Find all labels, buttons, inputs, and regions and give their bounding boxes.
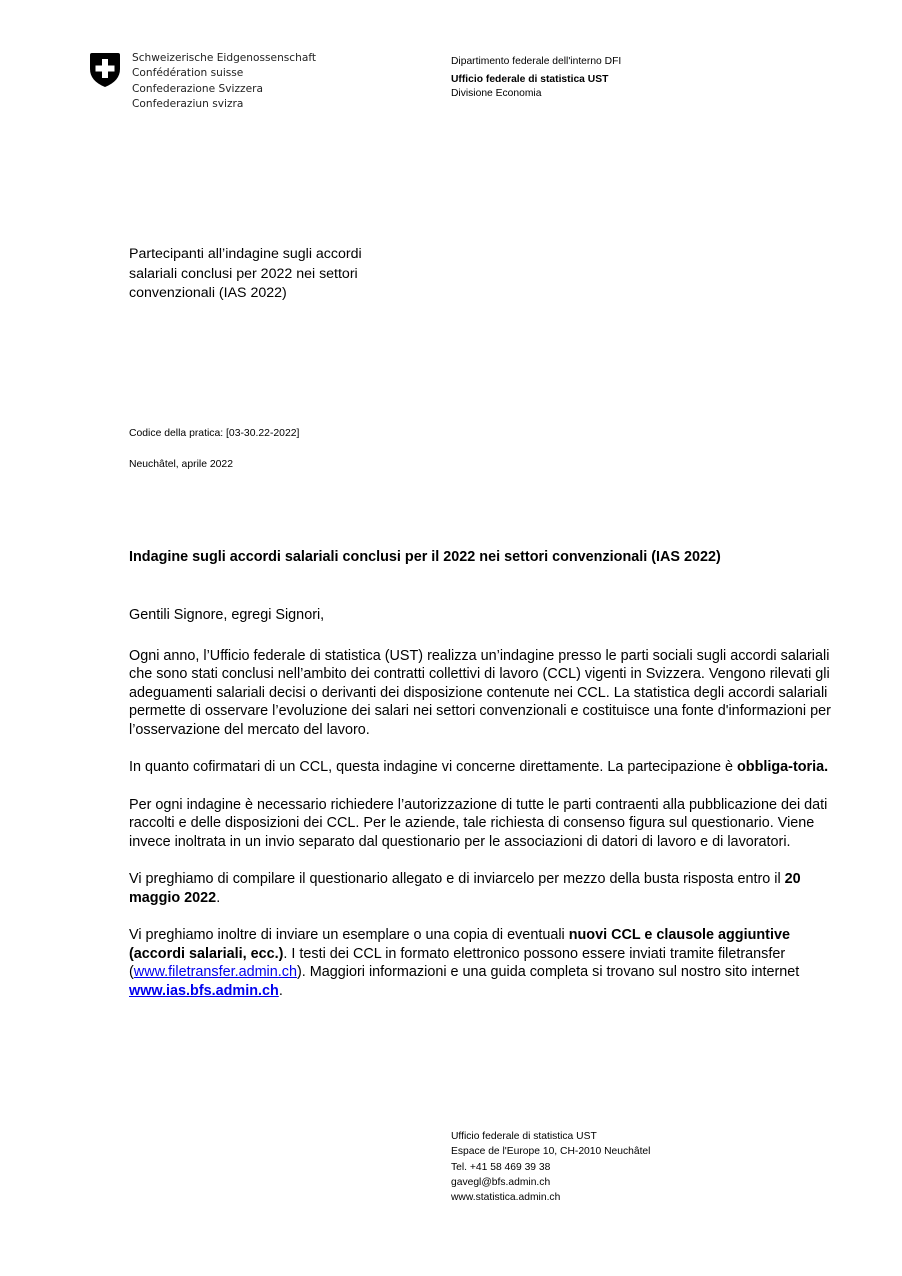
recipient-address: Partecipanti all’indagine sugli accordi salariali conclusi per 2022 nei settori convenzionali (IAS 2022)	[129, 246, 362, 301]
office-name: Ufficio federale di statistica UST	[451, 73, 609, 85]
footer-phone: Tel. +41 58 469 39 38	[451, 1161, 551, 1173]
swiss-cross-shield-icon	[88, 52, 122, 88]
confederation-name-de: Schweizerische Eidgenossenschaft	[132, 52, 317, 64]
deadline-text: Vi preghiamo di compilare il questionario allegato e di inviarcelo per mezzo della busta risposta entro il	[129, 871, 785, 887]
ias-website-link[interactable]: www.ias.bfs.admin.ch	[129, 982, 279, 999]
division-name: Divisione Economia	[451, 88, 542, 99]
confederation-name-fr: Confédération suisse	[132, 67, 244, 80]
footer-address-line: Espace de l'Europe 10, CH-2010 Neuchâtel	[451, 1146, 651, 1158]
deadline-end: .	[216, 889, 221, 906]
confederation-name-rm: Confederaziun svizra	[132, 97, 244, 110]
letter-body	[129, 606, 841, 1019]
paragraph-deadline	[129, 870, 841, 907]
obligation-bold: obbliga-toria.	[736, 759, 829, 775]
ccl-bold: nuovi CCL e clausole aggiuntive (accordi salariali, ecc.)	[129, 927, 790, 962]
footer-website: www.statistica.admin.ch	[451, 1192, 561, 1204]
greeting: Gentili Signore, egregi Signori,	[129, 607, 325, 623]
letter-subject: Indagine sugli accordi salariali conclusi per il 2022 nei settori convenzionali (IAS 2022)	[129, 549, 721, 565]
confederation-names	[132, 51, 316, 112]
paragraph-intro: Ogni anno, l’Ufficio federale di statistica (UST) realizza un’indagine presso le parti sociali sugli accordi salariali che sono stati conclusi nell’ambito dei contratti collettivi di lavoro (CCL) vigenti in Svizzera. Vengono rilevati gli adeguamenti salariali decisi o derivanti dei disposizione contenute nei CCL. La statistica degli accordi salariali permette di osservare l’evoluzione dei salari nei settori convenzionali e costituisce una fonte d'informazioni per l’osservazione del mercato del lavoro.	[129, 647, 831, 738]
paragraph-ccl-request	[129, 926, 841, 1000]
ccl-middle: . I testi dei CCL in formato elettronico possono essere inviati tramite filetransfer (	[129, 945, 786, 980]
paragraph-obligation	[129, 758, 841, 777]
deadline-date: 20 maggio 2022	[129, 871, 801, 906]
confederation-name-it: Confederazione Svizzera	[132, 82, 263, 95]
obligation-text: In quanto cofirmatari di un CCL, questa indagine vi concerne direttamente. La partecipazione è	[129, 759, 737, 775]
ccl-intro: Vi preghiamo inoltre di inviare un esemplare o una copia di eventuali	[129, 927, 569, 943]
filetransfer-link[interactable]: www.filetransfer.admin.ch	[133, 964, 297, 980]
reference-code: Codice della pratica: [03-30.22-2022]	[129, 428, 300, 439]
department-name: Dipartimento federale dell'interno DFI	[451, 56, 622, 67]
paragraph-consent: Per ogni indagine è necessario richiedere l’autorizzazione di tutte le parti contraenti alla pubblicazione dei dati raccolti e delle disposizioni dei CCL. Per le aziende, tale richiesta di consenso figura sul questionario. Viene invece inoltrata in un invio separato dal questionario per le associazioni di datori di lavoro e di lavoratori.	[129, 796, 828, 850]
ccl-after-link: ). Maggiori informazioni e una guida completa si trovano sul nostro sito internet	[296, 964, 800, 980]
place-date: Neuchâtel, aprile 2022	[129, 459, 233, 470]
footer-email: gavegl@bfs.admin.ch	[451, 1176, 551, 1188]
ccl-end: .	[278, 982, 283, 999]
footer-address	[451, 1129, 650, 1205]
footer-office: Ufficio federale di statistica UST	[451, 1131, 597, 1142]
department-block	[451, 53, 621, 103]
